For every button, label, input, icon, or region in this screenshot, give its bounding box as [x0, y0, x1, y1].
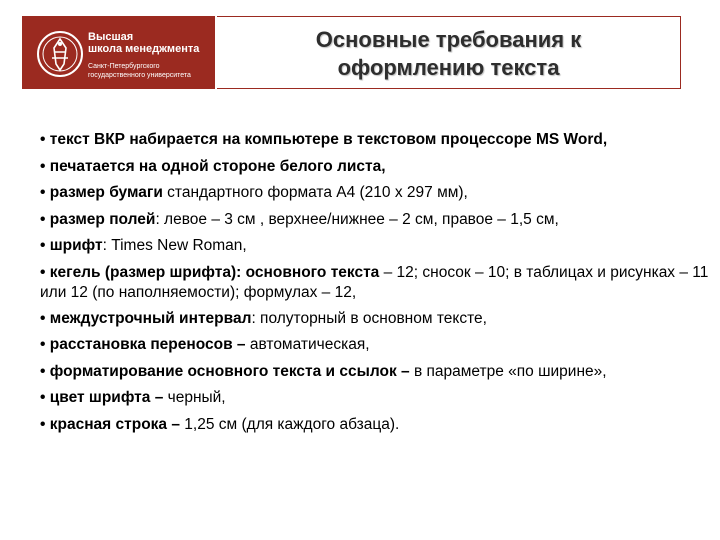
item-text: 1,25 см (для каждого абзаца). [184, 415, 400, 433]
item-text: : левое – 3 см , верхнее/нижнее – 2 см, правое – 1,5 см, [155, 210, 559, 228]
list-item [40, 359, 712, 386]
item-bold-text: • шрифт [40, 237, 103, 254]
title-box [217, 16, 681, 89]
list-item [40, 306, 712, 333]
item-bold-text: • расстановка переносов – [40, 336, 250, 353]
list-item [40, 332, 712, 359]
list-item [40, 260, 712, 306]
page-title-line2: оформлению текста [337, 55, 560, 80]
list-item [40, 207, 712, 234]
item-bold-text: • красная строка – [40, 415, 185, 433]
item-bold-text: • кегель (размер шрифта): основного текста [40, 263, 380, 281]
logo-subtitle-line2: государственного университета [88, 72, 191, 79]
list-item [40, 127, 712, 154]
item-bold-text: • размер полей [40, 210, 156, 228]
item-bold-text: • форматирование основного текста и ссылок – [40, 362, 414, 380]
logo-title-line1: Высшая [88, 31, 134, 43]
item-text: автоматическая, [249, 336, 370, 353]
item-text: черный, [167, 389, 226, 406]
list-item [40, 180, 712, 207]
item-text: в параметре «по ширине», [413, 362, 607, 380]
item-bold-text: • размер бумаги [40, 184, 168, 201]
requirements-list [40, 127, 712, 438]
list-item [40, 233, 712, 260]
page-title-line1: Основные требования к [315, 27, 582, 52]
list-item [40, 154, 712, 181]
logo-title-line2: школа менеджмента [88, 43, 200, 55]
item-bold-text: • междустрочный интервал [40, 309, 252, 327]
logo-block [22, 16, 215, 89]
university-emblem-icon [36, 30, 84, 78]
item-text: – 12; сносок – 10; в таблицах и рисунках – 11 или 12 (по наполняемости); формулах – 12, [40, 263, 709, 301]
logo-subtitle-line1: Санкт-Петербургского [88, 63, 160, 70]
item-text: : полуторный в основном тексте, [251, 309, 487, 327]
item-text: стандартного формата А4 (210 х 297 мм), [167, 184, 468, 201]
item-bold-text: • текст ВКР набирается на компьютере в текстовом процессоре MS Word, [40, 131, 608, 148]
list-item [40, 385, 712, 412]
item-bold-text: • цвет шрифта – [40, 389, 168, 406]
item-text: : Times New Roman, [102, 237, 247, 254]
item-bold-text: • печатается на одной стороне белого листа, [40, 157, 386, 175]
page-title [217, 26, 680, 82]
list-item [40, 412, 712, 439]
